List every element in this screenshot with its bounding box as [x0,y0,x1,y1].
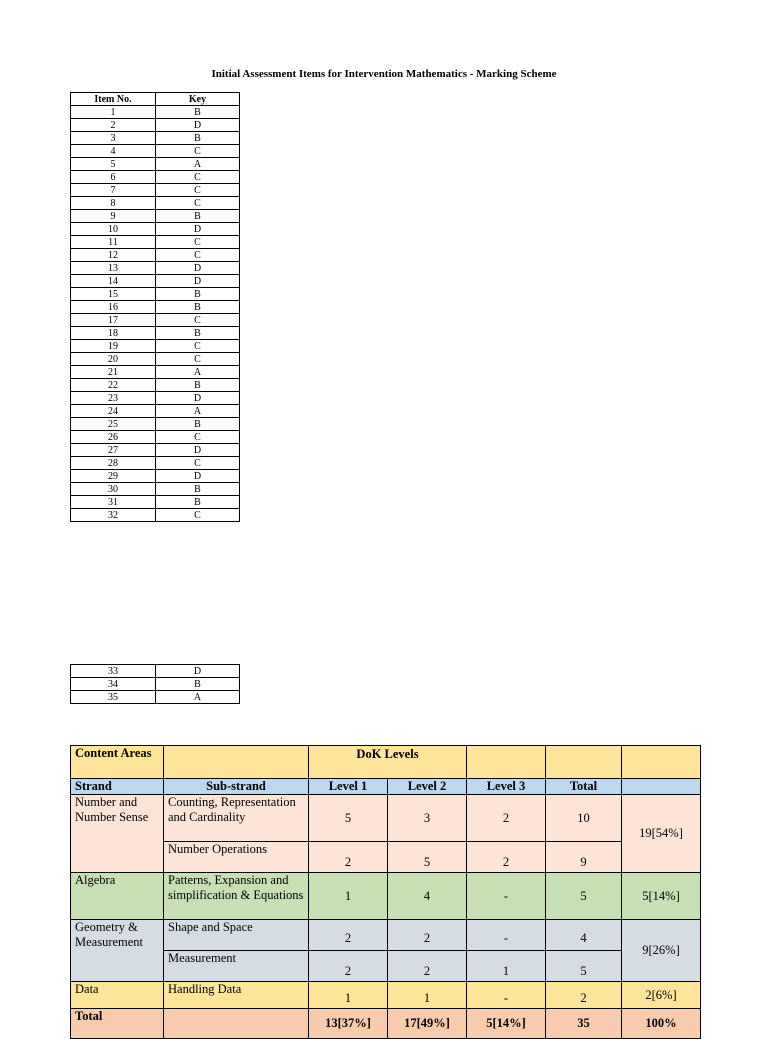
number-row-1 [71,795,701,842]
strand-total-algebra: 5[14%] [622,873,701,920]
table-row [71,197,240,210]
key-cell: D [156,470,240,483]
item-no-cell: 4 [71,145,156,158]
table-row [71,106,240,119]
total-percent: 100% [622,1009,701,1039]
answer-key-table [70,92,240,522]
cell-l2: 2 [388,951,467,982]
item-no-cell: 10 [71,223,156,236]
item-no-cell: 24 [71,405,156,418]
item-no-cell: 35 [71,691,156,704]
empty-cell [164,746,309,779]
cell-l3: - [467,920,546,951]
strand-total-geometry: 9[26%] [622,920,701,982]
table-row [71,249,240,262]
cell-l3: 2 [467,795,546,842]
key-cell: B [156,379,240,392]
table-row [71,665,240,678]
cell-l2: 4 [388,873,467,920]
key-cell: B [156,210,240,223]
table-row [71,366,240,379]
strand-total-number: 19[54%] [622,795,701,873]
item-no-cell: 9 [71,210,156,223]
table-row [71,353,240,366]
total-label: Total [71,1009,164,1039]
table-row [71,470,240,483]
empty-cell [622,779,701,795]
table-row [71,418,240,431]
key-cell: C [156,340,240,353]
cell-l2: 5 [388,842,467,873]
item-no-cell: 29 [71,470,156,483]
table-row [71,210,240,223]
key-cell: C [156,171,240,184]
sub-strand-operations: Number Operations [164,842,309,873]
item-no-cell: 33 [71,665,156,678]
cell-total: 5 [546,951,622,982]
table-row [71,184,240,197]
sub-strand-header: Sub-strand [164,779,309,795]
key-cell: B [156,132,240,145]
strand-total-data: 2[6%] [622,982,701,1009]
key-cell: D [156,665,240,678]
level3-header: Level 3 [467,779,546,795]
key-cell: B [156,483,240,496]
table-row [71,691,240,704]
table-row [71,509,240,522]
key-cell: C [156,509,240,522]
table-row [71,340,240,353]
sub-strand-shape: Shape and Space [164,920,309,951]
page-title: Initial Assessment Items for Intervention Mathematics - Marking Scheme [211,68,557,80]
level1-header: Level 1 [309,779,388,795]
key-cell: D [156,275,240,288]
item-no-cell: 27 [71,444,156,457]
table-row [71,145,240,158]
empty-cell [467,746,546,779]
cell-l2: 2 [388,920,467,951]
table-row [71,678,240,691]
key-header: Key [156,93,240,106]
key-cell: C [156,314,240,327]
key-cell: B [156,496,240,509]
table-row [71,405,240,418]
cell-total: 10 [546,795,622,842]
key-cell: B [156,106,240,119]
key-cell: C [156,457,240,470]
cell-total: 2 [546,982,622,1009]
table-row [71,132,240,145]
item-no-cell: 34 [71,678,156,691]
cell-l2: 1 [388,982,467,1009]
item-no-cell: 28 [71,457,156,470]
column-header-row [71,779,701,795]
cell-l1: 2 [309,951,388,982]
item-no-cell: 23 [71,392,156,405]
empty-cell [622,746,701,779]
item-no-cell: 1 [71,106,156,119]
item-no-cell: 3 [71,132,156,145]
cell-l1: 1 [309,982,388,1009]
dok-header-row [71,746,701,779]
key-cell: B [156,288,240,301]
content-areas-header: Content Areas [71,746,164,779]
item-no-header: Item No. [71,93,156,106]
item-no-cell: 14 [71,275,156,288]
cell-total: 5 [546,873,622,920]
answer-key-header-row [71,93,240,106]
cell-l1: 2 [309,842,388,873]
item-no-cell: 12 [71,249,156,262]
key-cell: A [156,366,240,379]
sub-strand-counting: Counting, Representation and Cardinality [164,795,309,842]
total-l2: 17[49%] [388,1009,467,1039]
item-no-cell: 22 [71,379,156,392]
sub-strand-measurement: Measurement [164,951,309,982]
table-row [71,496,240,509]
cell-total: 4 [546,920,622,951]
key-cell: A [156,158,240,171]
strand-algebra: Algebra [71,873,164,920]
key-cell: D [156,119,240,132]
table-row [71,457,240,470]
geometry-row-1 [71,920,701,951]
table-row [71,236,240,249]
table-row [71,119,240,132]
item-no-cell: 18 [71,327,156,340]
table-row [71,327,240,340]
cell-l1: 2 [309,920,388,951]
key-cell: C [156,145,240,158]
cell-total: 9 [546,842,622,873]
sub-strand-patterns: Patterns, Expansion and simplification & Equations [164,873,309,920]
item-no-cell: 31 [71,496,156,509]
item-no-cell: 20 [71,353,156,366]
table-row [71,223,240,236]
item-no-cell: 15 [71,288,156,301]
item-no-cell: 6 [71,171,156,184]
table-row [71,262,240,275]
cell-l3: - [467,982,546,1009]
key-cell: D [156,262,240,275]
cell-l1: 1 [309,873,388,920]
table-row [71,288,240,301]
key-cell: B [156,678,240,691]
number-row-2 [71,842,701,873]
key-cell: B [156,301,240,314]
key-cell: D [156,444,240,457]
strand-geometry: Geometry & Measurement [71,920,164,982]
item-no-cell: 16 [71,301,156,314]
item-no-cell: 32 [71,509,156,522]
table-row [71,171,240,184]
table-row [71,379,240,392]
item-no-cell: 7 [71,184,156,197]
item-no-cell: 2 [71,119,156,132]
item-no-cell: 13 [71,262,156,275]
geometry-row-2 [71,951,701,982]
item-no-cell: 17 [71,314,156,327]
key-cell: C [156,431,240,444]
key-cell: A [156,691,240,704]
item-no-cell: 25 [71,418,156,431]
key-cell: C [156,249,240,262]
cell-l3: 1 [467,951,546,982]
key-cell: B [156,418,240,431]
item-no-cell: 21 [71,366,156,379]
dok-levels-table [70,745,701,1039]
strand-header: Strand [71,779,164,795]
table-row [71,444,240,457]
item-no-cell: 30 [71,483,156,496]
cell-l2: 3 [388,795,467,842]
data-row [71,982,701,1009]
total-total: 35 [546,1009,622,1039]
item-no-cell: 26 [71,431,156,444]
level2-header: Level 2 [388,779,467,795]
item-no-cell: 8 [71,197,156,210]
sub-strand-handling-data: Handling Data [164,982,309,1009]
key-cell: C [156,197,240,210]
key-cell: A [156,405,240,418]
cell-l1: 5 [309,795,388,842]
dok-levels-header: DoK Levels [309,746,467,779]
total-header: Total [546,779,622,795]
empty-cell [546,746,622,779]
strand-number: Number and Number Sense [71,795,164,873]
total-l3: 5[14%] [467,1009,546,1039]
answer-key-table-continued [70,664,240,704]
key-cell: D [156,223,240,236]
key-cell: B [156,327,240,340]
algebra-row [71,873,701,920]
item-no-cell: 5 [71,158,156,171]
table-row [71,275,240,288]
table-row [71,431,240,444]
key-cell: D [156,392,240,405]
table-row [71,314,240,327]
table-row [71,301,240,314]
item-no-cell: 19 [71,340,156,353]
item-no-cell: 11 [71,236,156,249]
strand-data: Data [71,982,164,1009]
key-cell: C [156,184,240,197]
table-row [71,392,240,405]
table-row [71,158,240,171]
key-cell: C [156,353,240,366]
cell-l3: - [467,873,546,920]
key-cell: C [156,236,240,249]
cell-l3: 2 [467,842,546,873]
table-row [71,483,240,496]
total-l1: 13[37%] [309,1009,388,1039]
